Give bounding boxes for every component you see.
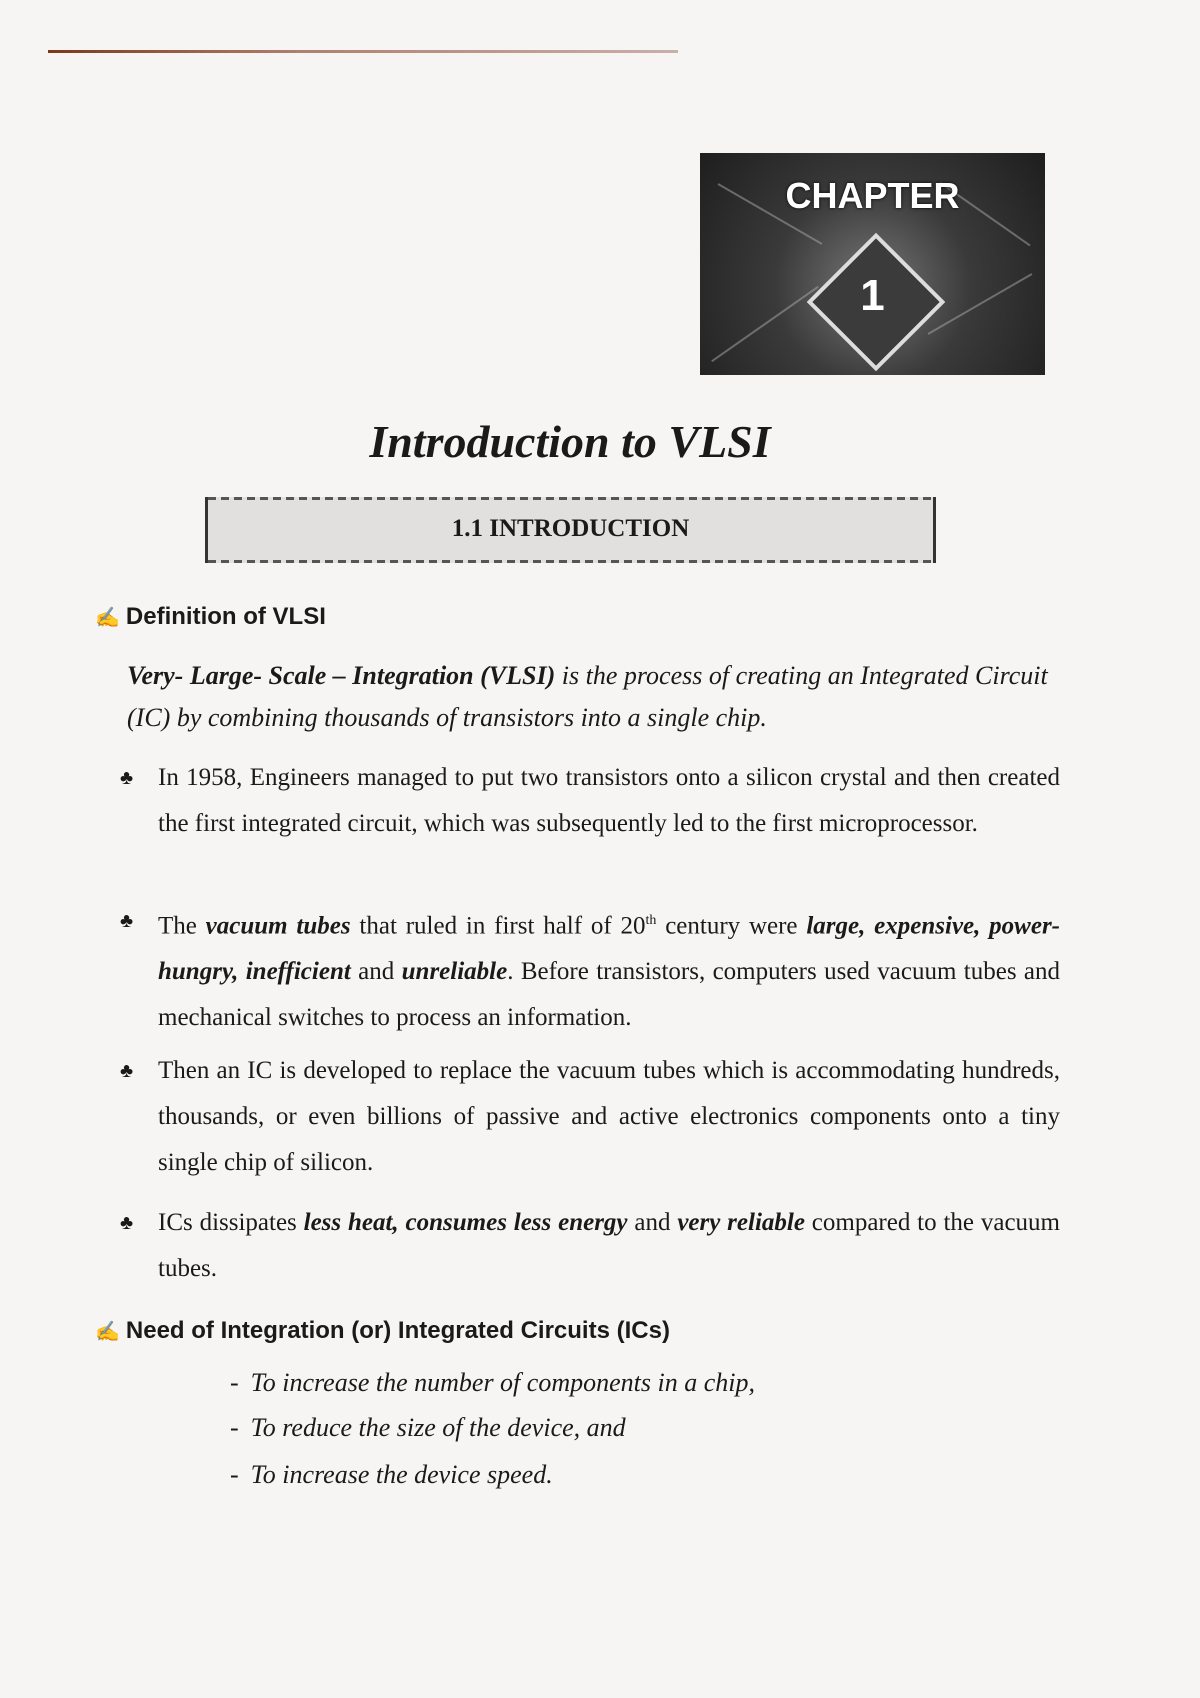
chapter-banner xyxy=(700,153,1045,375)
bullet-item: ♣ The vacuum tubes that ruled in first half of 20th century were large, expensive, power-hungry, inefficient and unreliable. Before transistors, computers used vacuum tubes and mechanical switches to process an information. xyxy=(120,898,1060,1041)
chapter-label: CHAPTER xyxy=(785,175,960,216)
chapter-number: 1 xyxy=(860,271,885,320)
bullet-item: ♣ ICs dissipates less heat, consumes less energy and very reliable compared to the vacuum tubes. xyxy=(120,1200,1060,1292)
need-item: - To reduce the size of the device, and xyxy=(230,1413,626,1442)
definition-term: Very- Large- Scale – Integration (VLSI) xyxy=(127,661,556,690)
need-item: - To increase the device speed. xyxy=(230,1460,553,1489)
definition-heading: ✍ Definition of VLSI xyxy=(95,603,326,630)
club-bullet-icon: ♣ xyxy=(120,910,134,932)
chapter-title: Introduction to VLSI xyxy=(369,416,771,467)
need-heading: ✍ Need of Integration (or) Integrated Circuits (ICs) xyxy=(95,1317,670,1344)
pen-hand-icon: ✍ xyxy=(95,607,120,629)
need-item: - To increase the number of components in a chip, xyxy=(230,1368,755,1397)
club-bullet-icon: ♣ xyxy=(120,1212,134,1234)
page-edge-line xyxy=(48,50,678,53)
pen-hand-icon: ✍ xyxy=(95,1321,120,1343)
section-heading-box xyxy=(205,497,936,563)
definition-text: Very- Large- Scale – Integration (VLSI) is the process of creating an Integrated Circuit (IC) by combining thousands of transistors into a single chip. xyxy=(127,661,1048,732)
bullet-item: ♣ Then an IC is developed to replace the vacuum tubes which is accommodating hundreds, thousands, or even billions of passive and active electronics components onto a tiny single chip of silicon. xyxy=(120,1048,1060,1186)
club-bullet-icon: ♣ xyxy=(120,767,134,789)
club-bullet-icon: ♣ xyxy=(120,1060,134,1082)
section-heading: 1.1 INTRODUCTION xyxy=(451,515,690,542)
bullet-item: ♣ In 1958, Engineers managed to put two transistors onto a silicon crystal and then created the first integrated circuit, which was subsequently led to the first microprocessor. xyxy=(120,755,1060,847)
